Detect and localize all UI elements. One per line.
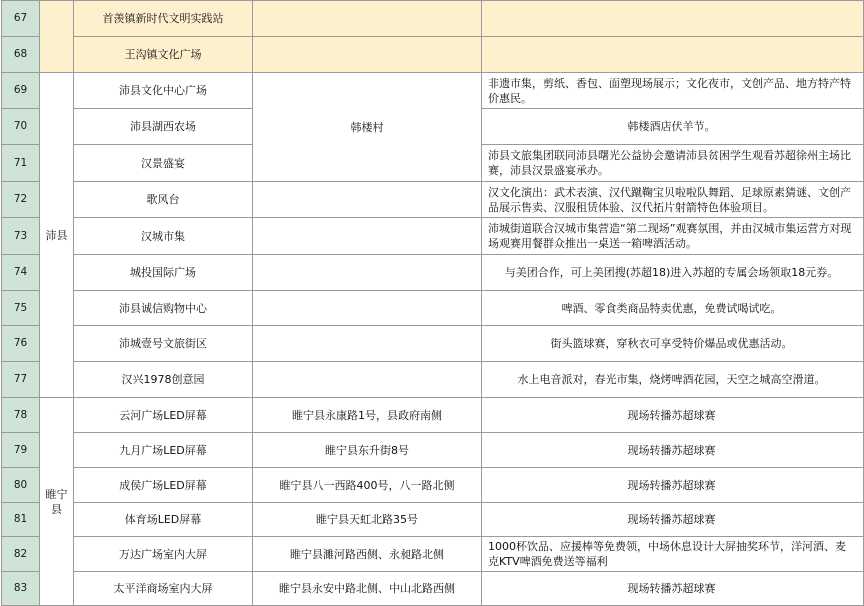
venue-location [253,326,482,362]
venue-location: 睢宁县八一西路400号，八一路北侧 [253,468,482,503]
venue-name: 汉城市集 [74,218,253,255]
table-row [2,572,864,606]
county-cell-suining: 睢宁县 [40,398,74,606]
venue-name: 云河广场LED屏幕 [74,398,253,433]
activity-description: 现场转播苏超球赛 [482,503,864,537]
venue-name: 九月广场LED屏幕 [74,433,253,468]
venue-location [253,37,482,73]
venue-name: 太平洋商场室内大屏 [74,572,253,606]
row-number: 78 [2,398,40,433]
activity-description: 1000杯饮品、应援棒等免费领，中场休息设计大屏抽奖环节，洋河酒、麦克KTV啤酒免费送等福利 [482,537,864,572]
venue-name: 城投国际广场 [74,255,253,291]
venue-location [253,218,482,255]
venue-name: 沛县湖西农场 [74,109,253,145]
table-row [2,37,864,73]
venue-location: 睢宁县东升街8号 [253,433,482,468]
venue-location [253,1,482,37]
table-row [2,362,864,398]
row-number: 70 [2,109,40,145]
row-number: 69 [2,73,40,109]
activity-description: 沛城街道联合汉城市集营造“第二现场”观赛氛围，并由汉城市集运营方对现场观赛用餐群众推出一桌送一箱啤酒活动。 [482,218,864,255]
activity-description: 现场转播苏超球赛 [482,398,864,433]
venue-name: 万达广场室内大屏 [74,537,253,572]
row-number: 76 [2,326,40,362]
row-number: 75 [2,291,40,326]
activity-description: 韩楼酒店伏羊节。 [482,109,864,145]
row-number: 79 [2,433,40,468]
row-number: 82 [2,537,40,572]
activity-description: 现场转播苏超球赛 [482,433,864,468]
venue-name: 沛县文化中心广场 [74,73,253,109]
table-row [2,537,864,572]
table-row [2,73,864,109]
table-row [2,182,864,218]
table-row [2,1,864,37]
table-row [2,433,864,468]
activity-description [482,37,864,73]
table-row [2,468,864,503]
venue-name: 王沟镇文化广场 [74,37,253,73]
activity-description: 现场转播苏超球赛 [482,468,864,503]
venue-name: 成侯广场LED屏幕 [74,468,253,503]
venue-location [253,255,482,291]
activity-description: 啤酒、零食类商品特卖优惠，免费试喝试吃。 [482,291,864,326]
venue-location: 睢宁县濉河路西侧、永昶路北侧 [253,537,482,572]
venue-name: 汉兴1978创意园 [74,362,253,398]
venue-location: 睢宁县天虹北路35号 [253,503,482,537]
activity-description: 水上电音派对，春光市集，烧烤啤酒花园，天空之城高空滑道。 [482,362,864,398]
table-row [2,255,864,291]
activity-description: 汉文化演出：武术表演、汉代蹴鞠宝贝啦啦队舞蹈、足球原素猜谜、文创产品展示售卖、汉服租赁体验、汉代拓片射箭特色体验项目。 [482,182,864,218]
venue-location [253,362,482,398]
row-number: 68 [2,37,40,73]
row-number: 77 [2,362,40,398]
table-row [2,218,864,255]
venue-location: 睢宁县永康路1号，县政府南侧 [253,398,482,433]
table-row [2,398,864,433]
venue-location: 睢宁县永安中路北侧、中山北路西侧 [253,572,482,606]
county-cell-peixian: 沛县 [40,73,74,398]
activity-description: 与美团合作，可上美团搜(苏超18)进入苏超的专属会场领取18元券。 [482,255,864,291]
table-row [2,291,864,326]
row-number: 74 [2,255,40,291]
activity-description: 现场转播苏超球赛 [482,572,864,606]
venue-location [253,291,482,326]
venue-location: 韩楼村 [253,73,482,182]
venue-name: 体育场LED屏幕 [74,503,253,537]
county-cell-blank [40,1,74,73]
row-number: 83 [2,572,40,606]
row-number: 80 [2,468,40,503]
venue-name: 汉景盛宴 [74,145,253,182]
row-number: 72 [2,182,40,218]
activity-description [482,1,864,37]
venue-name: 首羡镇新时代文明实践站 [74,1,253,37]
table-row [2,503,864,537]
venue-location [253,182,482,218]
row-number: 67 [2,1,40,37]
row-number: 71 [2,145,40,182]
row-number: 81 [2,503,40,537]
activity-description: 沛县文旅集团联同沛县曙光公益协会邀请沛县贫困学生观看苏超徐州主场比赛，沛县汉景盛宴承办。 [482,145,864,182]
venue-name: 沛城壹号文旅街区 [74,326,253,362]
activity-description: 街头篮球赛，穿秋衣可享受特价爆品或优惠活动。 [482,326,864,362]
activity-description: 非遗市集，剪纸、香包、面塑现场展示；文化夜市，文创产品、地方特产特价惠民。 [482,73,864,109]
row-number: 73 [2,218,40,255]
venue-name: 沛县诚信购物中心 [74,291,253,326]
table-row [2,326,864,362]
event-table [1,0,864,606]
venue-name: 歌风台 [74,182,253,218]
